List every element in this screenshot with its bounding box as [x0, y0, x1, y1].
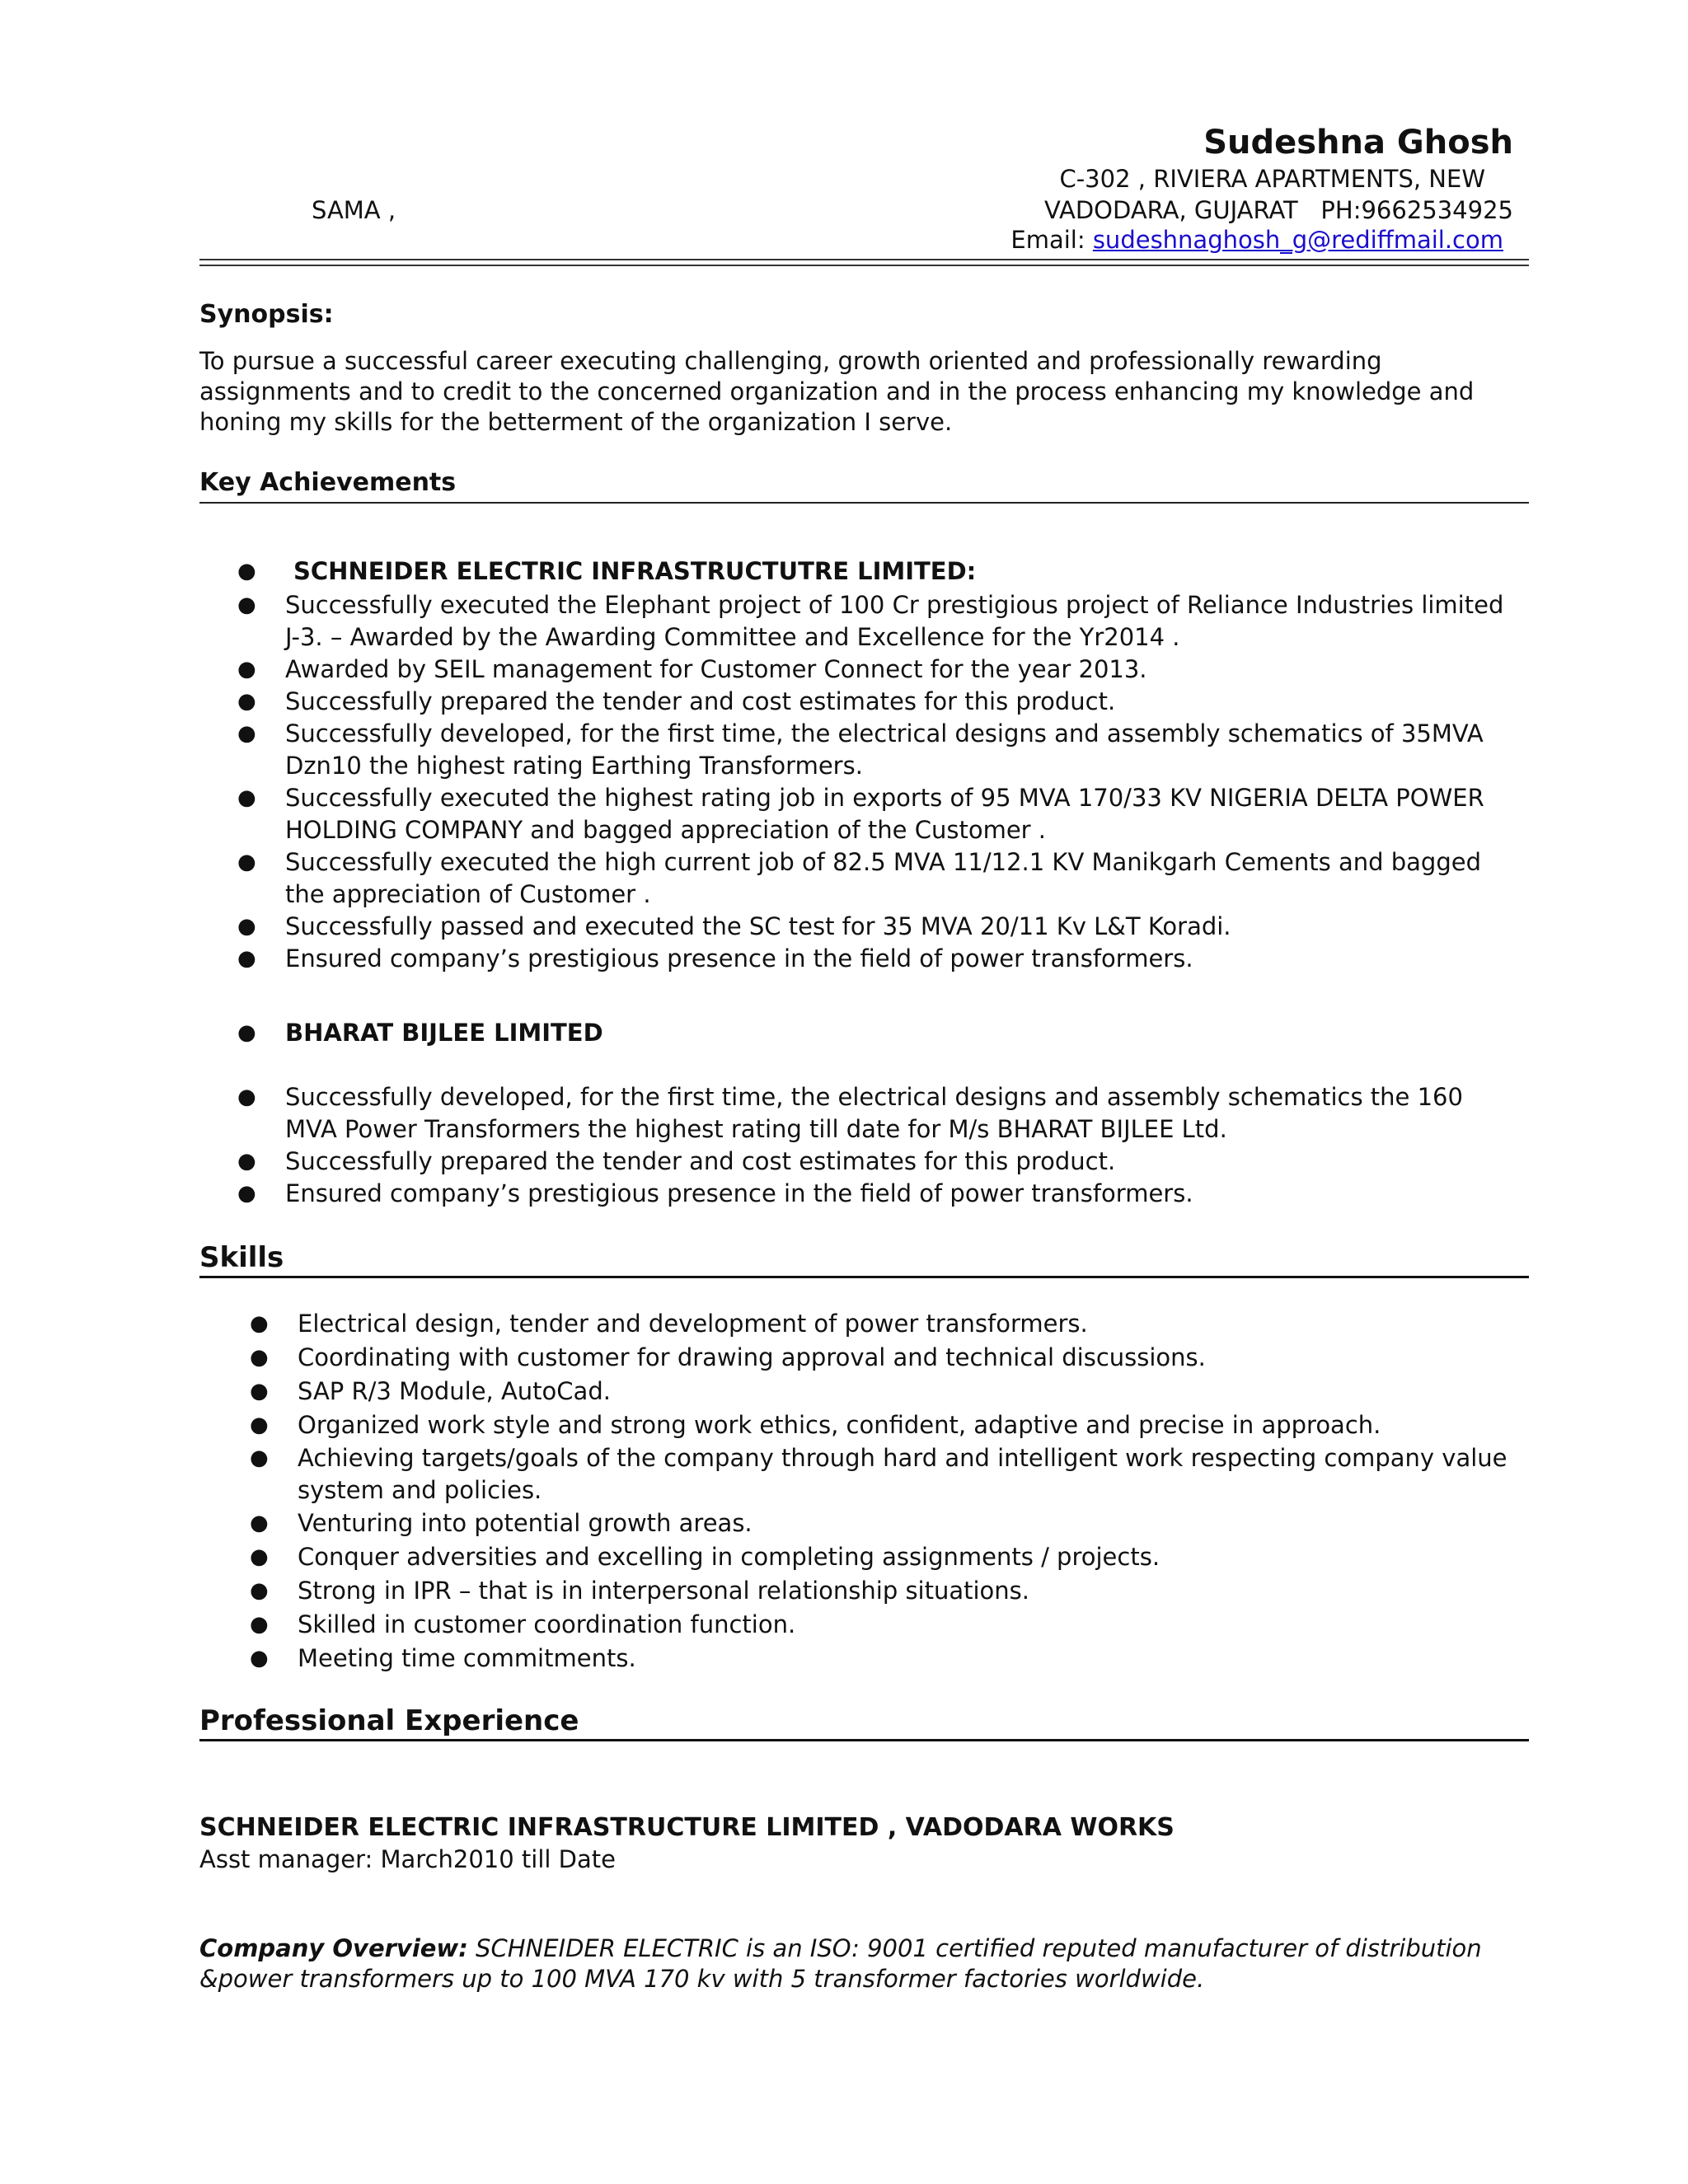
- bullet-icon: ●: [237, 850, 256, 874]
- list-item: ● SAP R/3 Module, AutoCad.: [298, 1375, 1526, 1408]
- experience-underline: [199, 1739, 1529, 1741]
- list-item: ● Skilled in customer coordination function.: [298, 1608, 1526, 1642]
- list-item: ● Successfully passed and executed the SC test for 35 MVA 20/11 Kv L&T Koradi.: [285, 911, 1522, 943]
- list-item: ● Coordinating with customer for drawing approval and technical discussions.: [298, 1341, 1526, 1375]
- bullet-icon: ●: [237, 1181, 256, 1206]
- bullet-icon: ●: [250, 1544, 269, 1569]
- bullet-icon: ●: [237, 657, 256, 682]
- skills-heading: Skills: [199, 1241, 284, 1274]
- bullet-icon: ●: [250, 1578, 269, 1603]
- candidate-name: Sudeshna Ghosh: [1203, 124, 1513, 162]
- company-overview-text: SCHNEIDER ELECTRIC is an ISO: 9001 certified reputed manufacturer of distribution &power transformers up to 100 MVA 170 kv with 5 transformer factories worldwide.: [199, 1934, 1482, 1993]
- list-item: ● SCHNEIDER ELECTRIC INFRASTRUCTUTRE LIMITED:: [285, 555, 1522, 588]
- list-item: ● Organized work style and strong work ethics, confident, adaptive and precise in approach.: [298, 1408, 1526, 1442]
- list-item: ● Strong in IPR – that is in interpersonal relationship situations.: [298, 1574, 1526, 1608]
- list-item: ● Successfully executed the high current job of 82.5 MVA 11/12.1 KV Manikgarh Cements and bagged the appreciation of Customer .: [237, 848, 1481, 908]
- address-line-2: VADODARA, GUJARAT PH:9662534925: [1044, 196, 1513, 224]
- address-line-1: C-302 , RIVIERA APARTMENTS, NEW: [1059, 165, 1485, 193]
- synopsis-text: To pursue a successful career executing challenging, growth oriented and professionally rewarding assignments and to credit to the concerned organization and in the process enhancing my knowledge and honing my skills for the betterment of the organization I serve.: [199, 347, 1475, 436]
- list-item: ● BHARAT BIJLEE LIMITED: [285, 1017, 1522, 1049]
- bharat-achievements-list: [237, 1081, 1522, 1210]
- bullet-icon: ●: [237, 785, 256, 810]
- bullet-icon: ●: [250, 1379, 269, 1404]
- achievements-underline: [199, 502, 1529, 504]
- bullet-icon: ●: [237, 559, 256, 583]
- bullet-icon: ●: [250, 1413, 269, 1437]
- email-label: Email:: [1010, 226, 1093, 254]
- list-item: ● Successfully prepared the tender and cost estimates for this product.: [285, 1146, 1522, 1178]
- bullet-icon: ●: [250, 1646, 269, 1671]
- synopsis-heading: Synopsis:: [199, 300, 334, 329]
- bullet-icon: ●: [237, 593, 256, 617]
- list-item: ● Ensured company’s prestigious presence in the field of power transformers.: [285, 1178, 1522, 1210]
- list-item: ● Venturing into potential growth areas.: [298, 1507, 1526, 1540]
- experience-role: Asst manager: March2010 till Date: [199, 1845, 616, 1873]
- company-overview: [199, 1933, 1518, 1994]
- bullet-icon: ●: [250, 1612, 269, 1637]
- schneider-title-list: [237, 555, 1522, 588]
- achievements-heading: Key Achievements: [199, 468, 457, 497]
- email-link[interactable]: sudeshnaghosh_g@rediffmail.com: [1092, 226, 1503, 254]
- list-item: ● Conquer adversities and excelling in completing assignments / projects.: [298, 1540, 1526, 1574]
- bullet-icon: ●: [237, 1020, 256, 1045]
- bharat-title-list: [237, 1017, 1522, 1049]
- bullet-icon: ●: [250, 1446, 269, 1470]
- list-item: ● Successfully developed, for the first time, the electrical designs and assembly schematics of 35MVA Dzn10 the highest rating Earthing Transformers.: [237, 719, 1484, 780]
- list-item: ● Ensured company’s prestigious presence in the field of power transformers.: [285, 943, 1522, 975]
- company-overview-label: Company Overview:: [199, 1934, 468, 1962]
- list-item: ● Awarded by SEIL management for Customer Connect for the year 2013.: [285, 654, 1522, 686]
- list-item: ● Successfully developed, for the first time, the electrical designs and assembly schematics the 160 MVA Power Transformers the highest rating till date for M/s BHARAT BIJLEE Ltd.: [237, 1083, 1463, 1143]
- bullet-icon: ●: [237, 914, 256, 939]
- bullet-icon: ●: [250, 1511, 269, 1535]
- email-line: [1010, 226, 1503, 254]
- bullet-icon: ●: [250, 1311, 269, 1336]
- experience-heading: Professional Experience: [199, 1704, 579, 1737]
- list-item: ● Meeting time commitments.: [298, 1642, 1526, 1675]
- address-left-fragment: SAMA ,: [312, 196, 396, 224]
- skills-list: [250, 1307, 1526, 1675]
- experience-company: SCHNEIDER ELECTRIC INFRASTRUCTURE LIMITED , VADODARA WORKS: [199, 1813, 1175, 1842]
- bullet-icon: ●: [237, 1149, 256, 1174]
- list-item: ● Successfully executed the highest rating job in exports of 95 MVA 170/33 KV NIGERIA DELTA POWER HOLDING COMPANY and bagged appreciation of the Customer .: [237, 784, 1484, 844]
- list-item: ● Successfully executed the Elephant project of 100 Cr prestigious project of Reliance Industries limited J-3. – Awarded by the Awarding Committee and Excellence for the Yr2014 .: [237, 591, 1504, 651]
- bullet-icon: ●: [237, 946, 256, 971]
- bullet-icon: ●: [237, 689, 256, 714]
- list-item: ● Successfully prepared the tender and cost estimates for this product.: [285, 686, 1522, 718]
- skills-underline: [199, 1276, 1529, 1278]
- list-item: ● Achieving targets/goals of the company through hard and intelligent work respecting company value system and policies.: [250, 1444, 1507, 1504]
- list-item: ● Electrical design, tender and development of power transformers.: [298, 1307, 1526, 1341]
- schneider-achievements-list: [237, 589, 1522, 975]
- bullet-icon: ●: [237, 721, 256, 746]
- header-divider: [199, 259, 1529, 266]
- bullet-icon: ●: [250, 1345, 269, 1370]
- bullet-icon: ●: [237, 1085, 256, 1109]
